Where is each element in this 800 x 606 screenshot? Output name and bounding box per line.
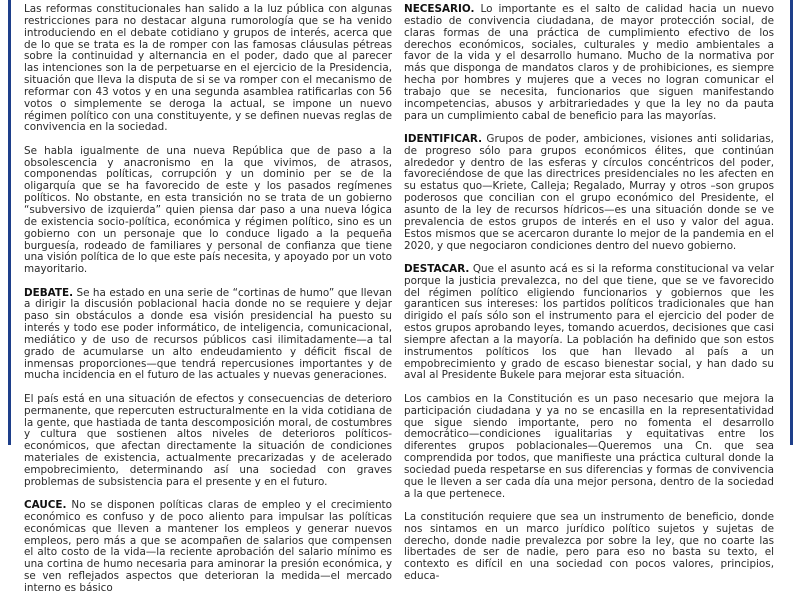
paragraph-intro (24, 4, 392, 134)
section-lead-destacar: DESTACAR. (404, 262, 470, 275)
paragraph-destacar (404, 264, 774, 382)
paragraph-nueva-republica (24, 146, 392, 276)
paragraph-text: Se habla igualmente de una nueva República que de paso a la obsolescencia y anacronismo en la que vivimos, de atrasos, componendas políticas, corrupción y un dominio per se de la oligarquía que se ha favorecido de este y los pasados regímenes políticos. No obstante, en esta transición no se trata de un gobierno “subversivo de izquierda” quien piensa dar paso a una nueva lógica de existencia socio-política, económica y régimen político, sino es un gobierno con un personaje que lo conduce ligado a la pequeña burguesía, rodeado de familiares y personal de confianza que tiene una visión política de lo que este país necesita, y apoyado por un voto mayoritario. (24, 144, 392, 276)
paragraph-text: Lo importante es el salto de calidad hacia un nuevo estadio de convivencia ciudadana, de mayor protección social, de claras formas de una práctica de cumplimiento efectivo de los derechos económicos, sociales, culturales y medio ambientales a favor de la vida y el desarrollo humano. Mucho de la normativa por más que disponga de mandatos claros y de prohibiciones, es siempre hecha por hombres y mujeres que a veces no logran comunicar el trabajo que se necesita, funcionarios que siguen manifestando incompetencias, abusos y arbitrariedades y que la ley no da pauta para un cumplimiento cabal de beneficio para las mayorías. (404, 3, 774, 122)
section-lead-identificar: IDENTIFICAR. (404, 132, 483, 145)
paragraph-cambios-constitucion (404, 394, 774, 501)
paragraph-text: La constitución requiere que sea un instrumento de beneficio, donde nos sintamos en un marco jurídico político sujetos y sujetas de derecho, donde nadie prevalezca por sobre la ley, que no coarte las libertades de ser de nadie, pero para eso no basta su texto, el contexto es difícil en una sociedad con pocos valores, principios, educa- (404, 510, 774, 583)
paragraph-identificar (404, 134, 774, 252)
paragraph-text: No se disponen políticas claras de empleo y el crecimiento económico es confuso y de poco aliento para impulsar las políticas económicas que lleven a mantener los empleos y generar nuevos empleos, pero más a que se acompañen de salarios que compensen el alto costo de la vida—la reciente aprobación del salario mínimo es una cortina de humo necesaria para aminorar la presión económica, y se ven reflejados aspectos que deterioran la medida—el mercado interno es básico (24, 499, 392, 594)
paragraph-pais (24, 394, 392, 489)
left-border-rule (8, 0, 11, 445)
paragraph-cauce (24, 500, 392, 595)
paragraph-necesario (404, 4, 774, 122)
paragraph-text: El país está en una situación de efectos y consecuencias de deterioro permanente, que repercuten estructuralmente en la vida cotidiana de la gente, que hastiada de tanta descomposición moral, de costumbres y cultura que sostienen altos niveles de deterioros políticos-económicos, que afectan directamente la situación de condiciones materiales de existencia, actualmente precarizadas y de acelerado empobrecimiento, determinando así una sociedad con graves problemas de subsistencia para el presente y en el futuro. (24, 392, 392, 488)
paragraph-text: Las reformas constitucionales han salido a la luz pública con algunas restricciones para no destacar alguna rumorología que se ha venido introduciendo en el debate cotidiano y grupos de interés, acerca que de lo que se trata es la de romper con las famosas cláusulas pétreas sobre la continuidad y alternancia en el poder, dado que al parecer las intenciones son la de perpetuarse en el ejercicio de la Presidencia, situación que lleva la disputa de si se va romper con el mecanismo de reformar con 43 votos y en una segunda asamblea ratificarlas con 56 votos o simplemente se deroga la actual, se impone un nuevo régimen político con una constituyente, y se definen nuevas reglas de convivencia en la sociedad. (24, 3, 392, 134)
paragraph-debate (24, 288, 392, 383)
right-border-rule (790, 0, 793, 445)
section-lead-cauce: CAUCE. (24, 499, 67, 512)
section-lead-debate: DEBATE. (24, 286, 74, 299)
left-column (24, 4, 392, 606)
paragraph-text: Se ha estado en una serie de “cortinas de humo” que llevan a dirigir la discusión poblacional hacia donde no se requiere y dejar paso sin obstáculos a donde esa visión presidencial ha puesto su interés y todo ese poder informático, de inteligencia, comunicacional, mediático y de uso de recursos públicos casi ilimitadamente—a tal grado de acumularse un alto endeudamiento y déficit fiscal de inmensas proporciones—que tendrá repercusiones importantes y de mucha incidencia en el futuro de las actuales y nuevas generaciones. (24, 286, 392, 382)
paragraph-text: Que el asunto acá es si la reforma constitucional va velar porque la justicia prevalezca, no del que tiene, que se ve favorecido del régimen político eligiendo funcionarios y gobiernos que les garanticen sus intereses: los partidos políticos tradicionales que han dirigido el país sólo son el instrumento para el ejercicio del poder de estos grupos aprobando leyes, tomando acuerdos, decisiones que casi siempre afectan a la mayoría. La población ha definido que son estos instrumentos políticos los que han llevado al país a un empobrecimiento y grado de escaso bienestar social, y han dado su aval al Presidente Bukele para mejorar esta situación. (404, 262, 774, 382)
section-lead-necesario: NECESARIO. (404, 3, 475, 15)
paragraph-constitucion-beneficio (404, 512, 774, 583)
right-column (404, 4, 774, 594)
paragraph-text: Los cambios en la Constitución es un paso necesario que mejora la participación ciudadana y ya no se encasilla en la representatividad que sigue siendo importante, pero no fomenta el desarrollo democrático—condiciones igualitarias y equitativas entre los diferentes grupos poblacionales—Queremos una Cn. que sea comprendida por todos, que manifieste una práctica cultural donde la sociedad pueda respetarse en sus diferencias y formas de convivencia que le lleven a ser cada día una mejor persona, dentro de la sociedad a la que pertenece. (404, 392, 774, 500)
paragraph-text: Grupos de poder, ambiciones, visiones anti solidarias, de progreso sólo para grupos económicos élites, que continúan alrededor y dentro de las esferas y círculos concéntricos del poder, favoreciéndose de que las directrices presidenciales no les afecten en su estatus quo—Kriete, Calleja; Regalado, Murray y otros –son grupos poderosos que concilian con el grupo económico del Presidente, el asunto de la ley de recursos hídricos—es una situación donde se ve prevalencia de estos grupos de interés en el uso y valor del agua. Estos mismos que se acercaron durante lo mejor de la pandemia en el 2020, y que negociaron condiciones dentro del nuevo gobierno. (404, 132, 774, 252)
